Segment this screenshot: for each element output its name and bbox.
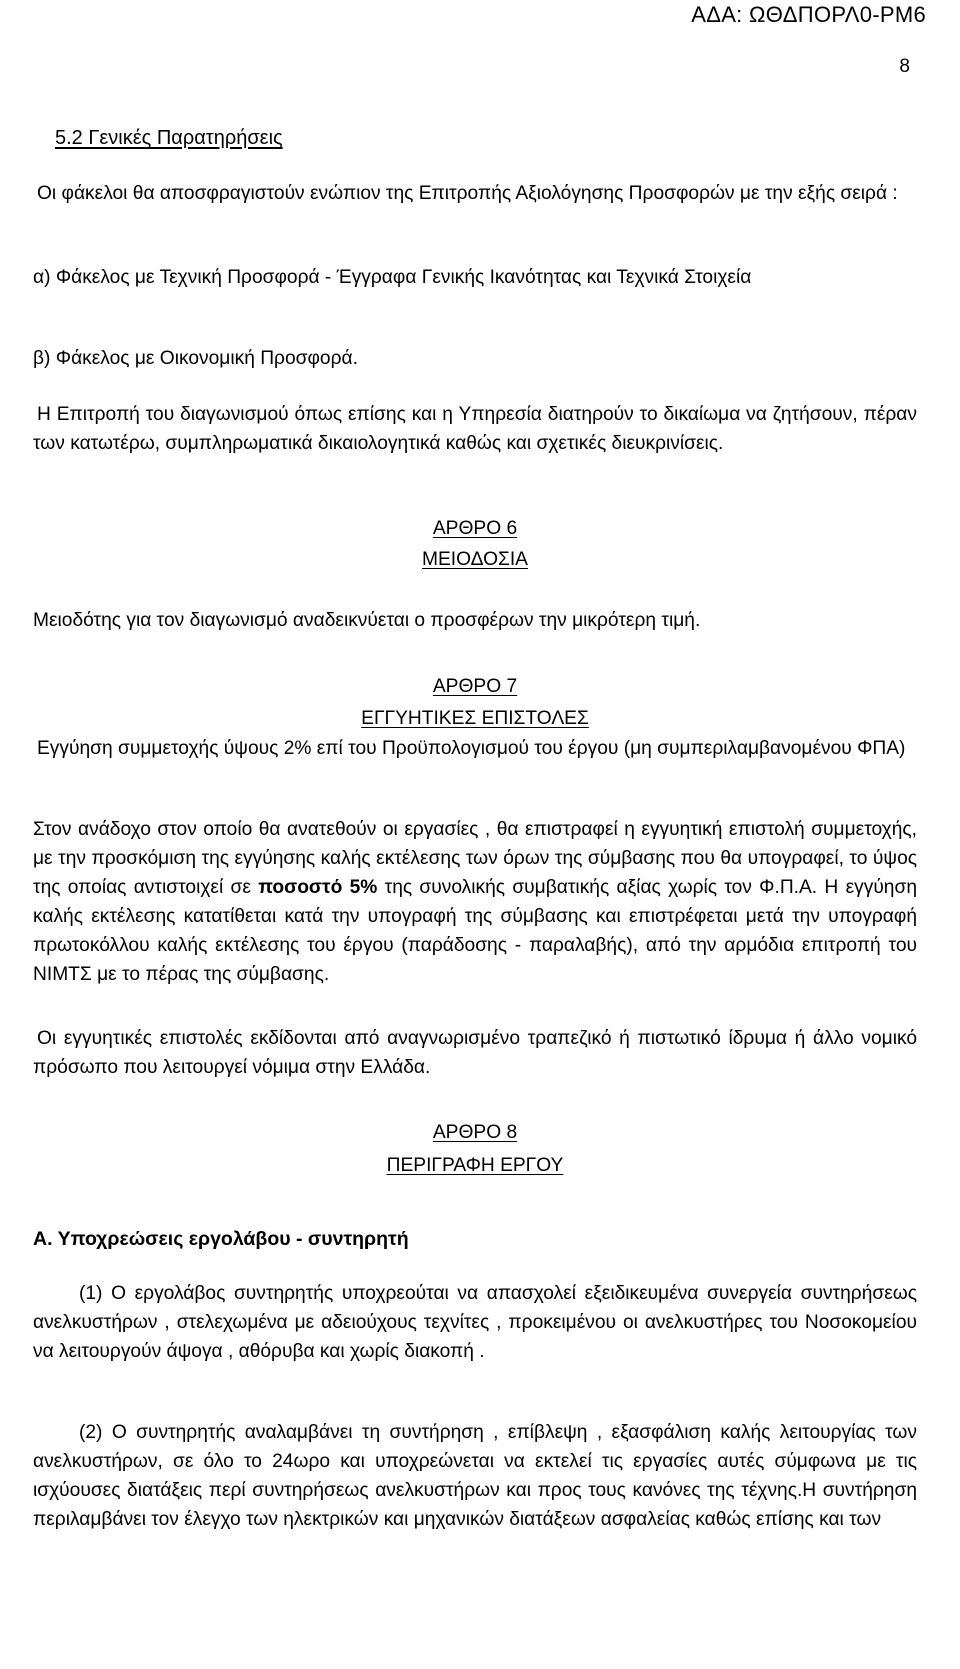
article-7-number: ΑΡΘΡΟ 7: [432, 676, 518, 697]
article-8-subheading: Α. Υποχρεώσεις εργολάβου - συντηρητή: [33, 1228, 409, 1250]
section-5-2-paragraph-1: Οι φάκελοι θα αποσφραγιστούν ενώπιον της Επιτροπής Αξιολόγησης Προσφορών με την εξής σειρά :: [37, 183, 898, 204]
page-number: 8: [899, 56, 910, 77]
article-7-paragraph-2: [33, 815, 917, 989]
section-5-2-title: 5.2 Γενικές Παρατηρήσεις: [55, 127, 283, 149]
article-8-paragraph-2: (2) Ο συντηρητής αναλαμβάνει τη συντήρηση , επίβλεψη , εξασφάλιση καλής λειτουργίας των ανελκυστήρων, σε όλο το 24ωρο και υποχρεώνεται να εκτελεί τις εργασίες αυτές σύμφωνα με τις ισχύουσες διατάξεις περί συντηρήσεως ανελκυστήρων και προς τους κανόνες της τέχνης.Η συντήρηση περιλαμβάνει τον έλεγχο των ηλεκτρικών και μηχανικών διατάξεων ασφαλείας καθώς επίσης και των: [33, 1422, 917, 1530]
percentage-5-emphasis: ποσοστό 5%: [258, 877, 378, 898]
article-6-paragraph: Μειοδότης για τον διαγωνισμό αναδεικνύεται ο προσφέρων την μικρότερη τιμή.: [33, 610, 701, 631]
article-7-title: ΕΓΓΥΗΤΙΚΕΣ ΕΠΙΣΤΟΛΕΣ: [361, 708, 589, 729]
article-8-title: ΠΕΡΙΓΡΑΦΗ ΕΡΓΟΥ: [386, 1155, 564, 1176]
article-7-paragraph-1: Εγγύηση συμμετοχής ύψους 2% επί του Προϋπολογισμού του έργου (μη συμπεριλαμβανομένου ΦΠΑ): [37, 738, 906, 759]
section-5-2-paragraph-2: Η Επιτροπή του διαγωνισμού όπως επίσης και η Υπηρεσία διατηρούν το δικαίωμα να ζητήσουν, πέραν των κατωτέρω, συμπληρωματικά δικαιολογητικά καθώς και σχετικές διευκρινίσεις.: [33, 404, 917, 454]
section-5-2-item-a: α) Φάκελος με Τεχνική Προσφορά - Έγγραφα Γενικής Ικανότητας και Τεχνικά Στοιχεία: [33, 267, 752, 288]
article-7-paragraph-3: Οι εγγυητικές επιστολές εκδίδονται από αναγνωρισμένο τραπεζικό ή πιστωτικό ίδρυμα ή άλλο νομικό πρόσωπο που λειτουργεί νόμιμα στην Ελλάδα.: [33, 1028, 917, 1078]
article-8-number: ΑΡΘΡΟ 8: [432, 1122, 518, 1143]
article-6-number: ΑΡΘΡΟ 6: [432, 518, 518, 539]
article-6-title: ΜΕΙΟΔΟΣΙΑ: [422, 549, 528, 570]
article-7-paragraph-2-text-end: της συνολικής συμβατικής αξίας χωρίς τον Φ.Π.Α. Η εγγύηση καλής εκτέλεσης κατατίθεται κατά την υπογραφή της σύμβασης και επιστρέφεται μετά την υπογραφή πρωτοκόλλου καλής εκτέλεσης του έργου (παράδοσης - παραλαβής), από την αρμόδια επιτροπή του ΝΙΜΤΣ με το πέρας της σύμβασης.: [33, 877, 917, 985]
article-7-paragraph-2-text-start: Στον ανάδοχο στον οποίο θα ανατεθούν οι εργασίες , θα επιστραφεί η εγγυητική επιστολή συμμετοχής, με την προσκόμιση της εγγύησης καλής εκτέλεσης των όρων της σύμβασης που θα υπογραφεί, το ύψος της οποίας αντιστοιχεί σε: [33, 819, 917, 898]
section-5-2-item-b: β) Φάκελος με Οικονομική Προσφορά.: [33, 348, 358, 369]
ada-code: ΑΔΑ: ΩΘΔΠΟΡΛ0-ΡΜ6: [691, 2, 926, 27]
article-8-paragraph-1: (1) Ο εργολάβος συντηρητής υποχρεούται να απασχολεί εξειδικευμένα συνεργεία συντηρήσεως ανελκυστήρων , στελεχωμένα με αδειούχους τεχνίτες , προκειμένου οι ανελκυστήρες του Νοσοκομείου να λειτουργούν άψογα , αθόρυβα και χωρίς διακοπή .: [33, 1283, 917, 1362]
